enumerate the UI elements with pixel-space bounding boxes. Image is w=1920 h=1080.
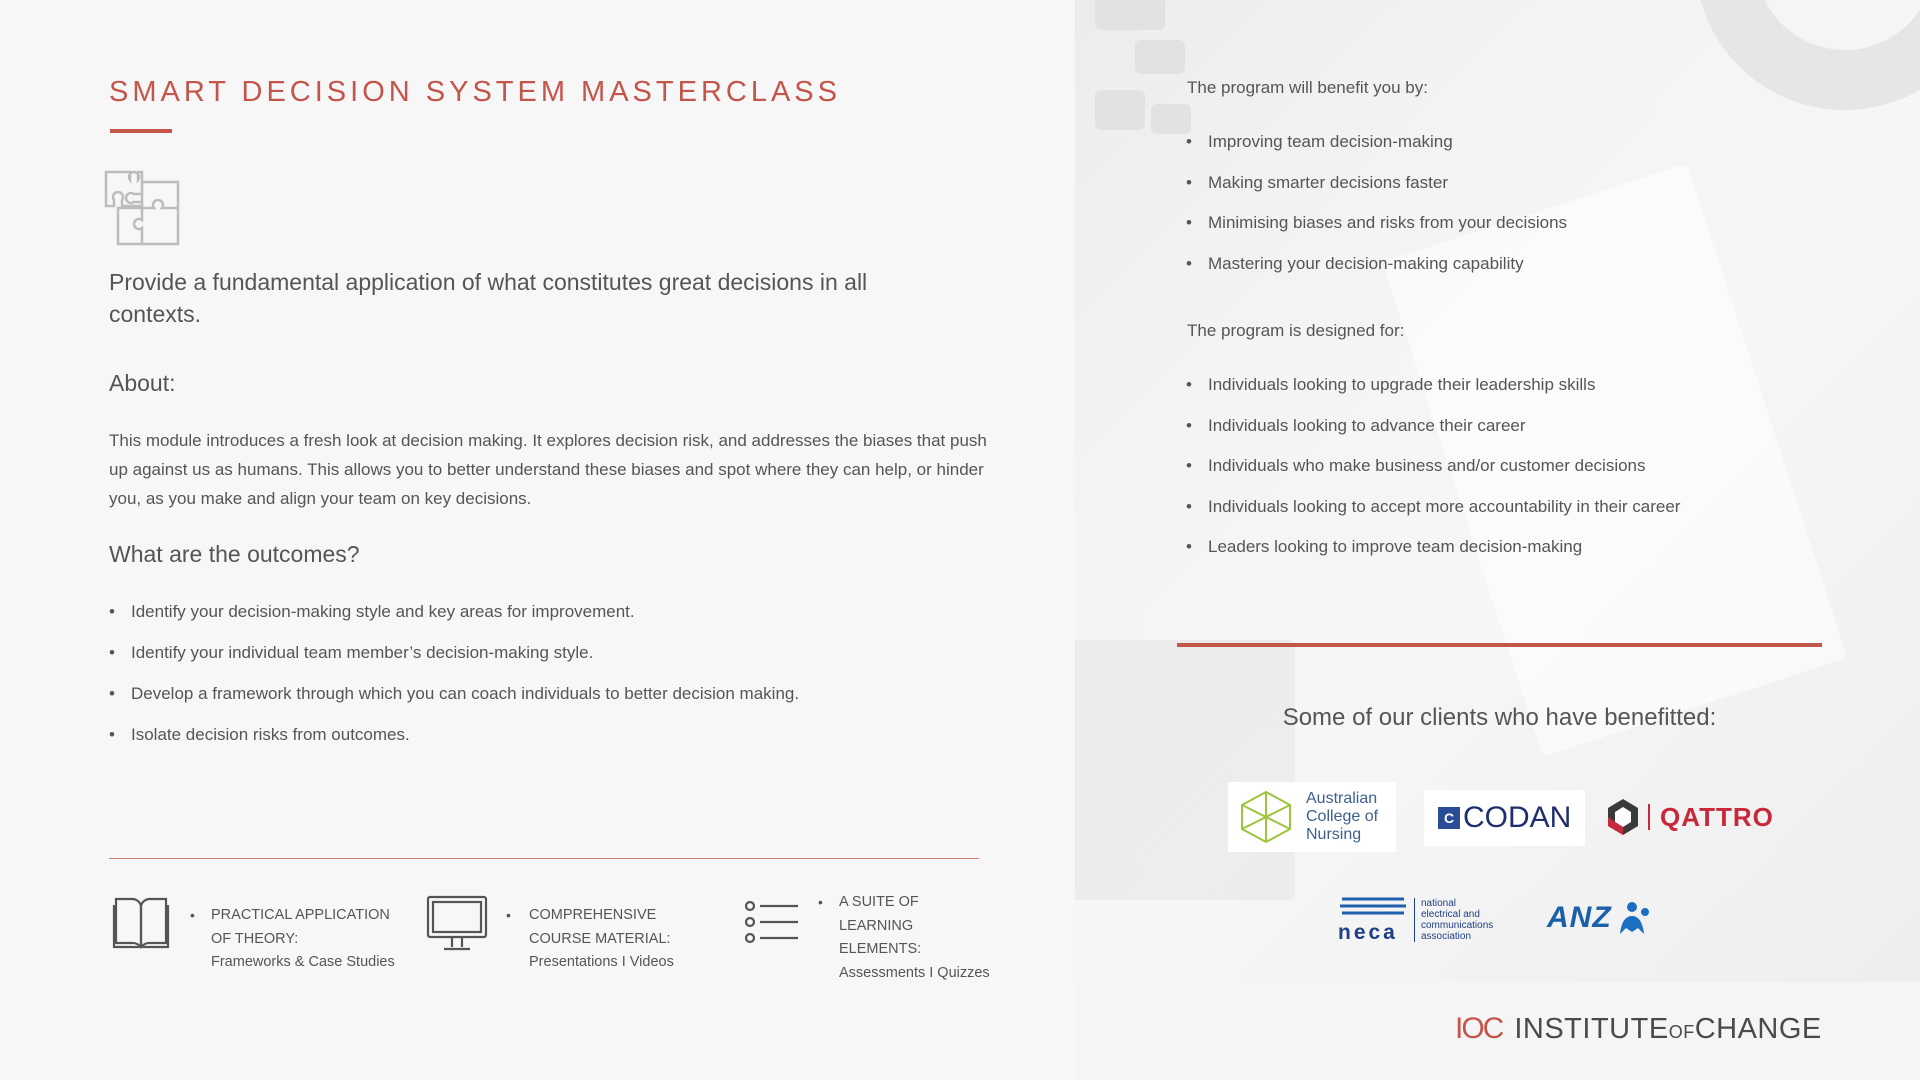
bullet-dot: • [506, 907, 511, 923]
coffee-cup-decoration [1695, 0, 1920, 110]
feature-line: COMPREHENSIVE [529, 907, 657, 923]
list-item: • Making smarter decisions faster [1186, 171, 1567, 212]
list-item: • Improving team decision-making [1186, 130, 1567, 171]
logo-line: Australian [1306, 790, 1378, 807]
keyboard-key-decoration [1135, 40, 1185, 74]
list-icon [744, 898, 800, 948]
feature-text [839, 891, 990, 985]
features-divider [109, 858, 979, 859]
lead-statement: Provide a fundamental application of what constitutes great decisions in all contexts. [109, 269, 868, 327]
feature-line: ELEMENTS: [839, 941, 922, 957]
logo-line: College of [1306, 808, 1379, 825]
list-item: • Individuals looking to accept more accountability in their career [1186, 495, 1680, 536]
neca-stripes-icon [1338, 895, 1408, 921]
outcomes-heading: What are the outcomes? [109, 541, 360, 567]
feature-text [211, 904, 395, 975]
feature-line: Frameworks & Case Studies [211, 954, 395, 970]
acn-logo [1228, 782, 1396, 852]
logo-line: Nursing [1306, 826, 1362, 843]
codan-mark: C [1438, 807, 1460, 829]
feature-line: Assessments I Quizzes [839, 964, 990, 981]
feature-line: OF THEORY: [211, 930, 299, 947]
ioc-brand-logo [1455, 1012, 1822, 1046]
brand-part: INSTITUTE [1514, 1012, 1669, 1045]
qattro-logo [1606, 794, 1774, 840]
book-icon [112, 895, 170, 953]
list-item: • Isolate decision risks from outcomes. [109, 723, 799, 764]
designed-list [1186, 373, 1680, 576]
anz-people-icon [1612, 898, 1652, 938]
list-item: • Leaders looking to improve team decision-making [1186, 535, 1680, 576]
neca-mark [1338, 895, 1408, 945]
list-item: • Mastering your decision-making capability [1186, 252, 1567, 293]
page-title: SMART DECISION SYSTEM MASTERCLASS [109, 76, 841, 108]
feature-line: COURSE MATERIAL: [529, 930, 671, 947]
bullet-dot: • [818, 894, 823, 910]
logo-line: national [1421, 898, 1457, 909]
neca-logo [1338, 888, 1493, 952]
list-item: • Individuals looking to advance their career [1186, 414, 1680, 455]
logo-line: electrical and [1421, 909, 1480, 920]
anz-wordmark: ANZ [1547, 901, 1612, 934]
feature-text [529, 904, 674, 975]
brand-part: OF [1668, 1021, 1695, 1042]
logo-line: association [1421, 931, 1472, 942]
neca-wordmark: neca [1338, 921, 1398, 944]
neca-subtitle [1414, 898, 1493, 942]
feature-line: A SUITE OF [839, 894, 919, 910]
qattro-wordmark: QATTRO [1660, 801, 1774, 832]
keyboard-decoration [1075, 640, 1295, 900]
list-item: • Identify your individual team member’s decision-making style. [109, 641, 799, 682]
acn-emblem-icon [1236, 789, 1296, 845]
feature-line: LEARNING [839, 917, 914, 934]
puzzle-icon [104, 170, 180, 246]
qattro-hexagon-icon [1606, 797, 1640, 837]
list-item: • Develop a framework through which you can coach individuals to better decision making. [109, 682, 799, 723]
list-item: • Minimising biases and risks from your decisions [1186, 211, 1567, 252]
feature-line: PRACTICAL APPLICATION [211, 907, 390, 923]
about-heading: About: [109, 370, 176, 396]
clients-heading: Some of our clients who have benefitted: [1282, 704, 1717, 731]
logo-line: communications [1421, 920, 1494, 931]
designed-heading: The program is designed for: [1187, 321, 1405, 340]
clients-divider [1177, 643, 1822, 647]
keyboard-key-decoration [1095, 0, 1165, 30]
codan-wordmark: CODAN [1463, 801, 1572, 834]
benefits-list [1186, 130, 1567, 292]
list-item: • Individuals who make business and/or customer decisions [1186, 454, 1680, 495]
monitor-icon [426, 895, 488, 953]
keyboard-key-decoration [1095, 90, 1145, 130]
acn-wordmark [1306, 790, 1378, 844]
codan-logo [1424, 790, 1585, 846]
title-underline [110, 129, 172, 133]
keyboard-key-decoration [1151, 104, 1191, 134]
list-item: • Identify your decision-making style and key areas for improvement. [109, 600, 799, 641]
benefits-heading: The program will benefit you by: [1187, 78, 1428, 97]
outcomes-list [109, 600, 799, 764]
anz-logo [1547, 896, 1652, 940]
ioc-wordmark [1514, 1013, 1821, 1046]
qattro-separator [1648, 804, 1650, 830]
bullet-dot: • [190, 907, 195, 923]
about-text: This module introduces a fresh look at decision making. It explores decision risk, and addresses the biases that push up against us as humans. This allows you to better understand these biases and spot where they can help, or hinder you, as you make and align your team on key decisions. [109, 431, 987, 508]
ioc-mark: IOC [1455, 1012, 1503, 1045]
brand-part: CHANGE [1694, 1012, 1822, 1045]
feature-line: Presentations I Videos [529, 954, 674, 970]
list-item: • Individuals looking to upgrade their leadership skills [1186, 373, 1680, 414]
